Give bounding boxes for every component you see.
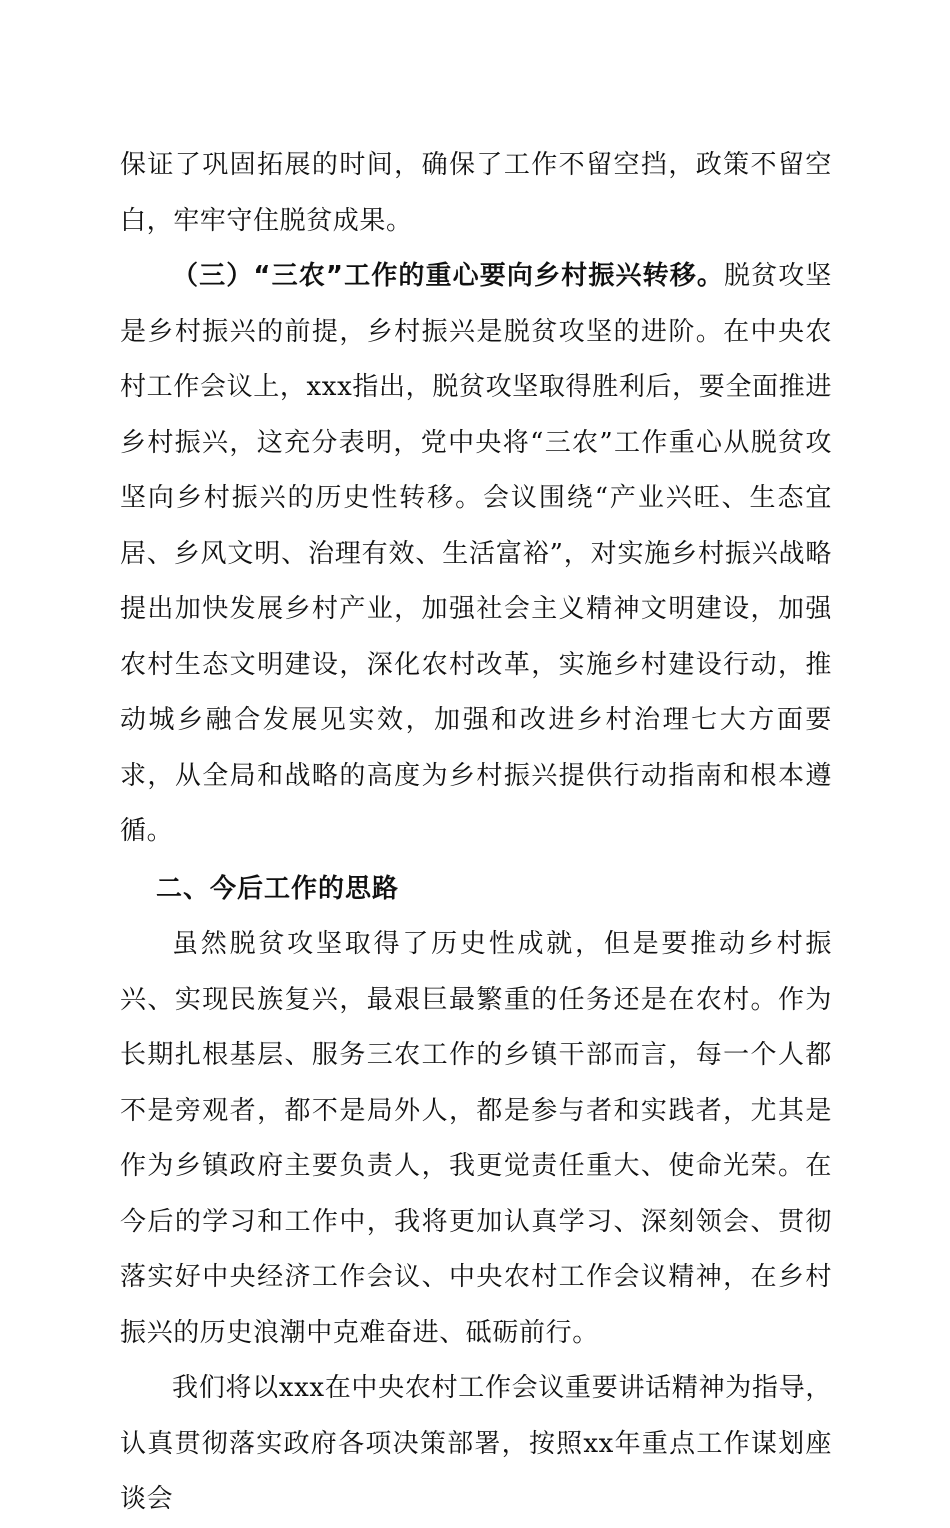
paragraph-future-work: 虽然脱贫攻坚取得了历史性成就，但是要推动乡村振兴、实现民族复兴，最艰巨最繁重的任务还是在农村。作为长期扎根基层、服务三农工作的乡镇干部而言，每一个人都不是旁观者，都不是局外人，都是参与者和实践者，尤其是作为乡镇政府主要负责人，我更觉责任重大、使命光荣。在今后的学习和工作中，我将更加认真学习、深刻领会、贯彻落实好中央经济工作会议、中央农村工作会议精神，在乡村振兴的历史浪潮中克难奋进、砥砺前行。	[120, 929, 832, 1348]
section-heading: 二、今后工作的思路	[156, 873, 400, 904]
subsection-heading: （三）“三农”工作的重心要向乡村振兴转移。	[172, 261, 724, 291]
paragraph-body: 脱贫攻坚是乡村振兴的前提，乡村振兴是脱贫攻坚的进阶。在中央农村工作会议上，xxx指出，脱贫攻坚取得胜利后，要全面推进乡村振兴，这充分表明，党中央将“三农”工作重心从脱贫攻坚向乡村振兴的历史性转移。会议围绕“产业兴旺、生态宜居、乡风文明、治理有效、生活富裕”，对实施乡村振兴战略提出加快发展乡村产业，加强社会主义精神文明建设，加强农村生态文明建设，深化农村改革，实施乡村建设行动，推动城乡融合发展见实效，加强和改进乡村治理七大方面要求，从全局和战略的高度为乡村振兴提供行动指南和根本遵循。	[120, 261, 833, 846]
paragraph-guidance: 我们将以xxx在中央农村工作会议重要讲话精神为指导，认真贯彻落实政府各项决策部署，按照xx年重点工作谋划座谈会	[120, 1373, 832, 1514]
document-page	[120, 138, 832, 1528]
paragraph-rural-revitalization	[120, 249, 832, 860]
paragraph-continuation: 保证了巩固拓展的时间，确保了工作不留空挡，政策不留空白，牢牢守住脱贫成果。	[120, 150, 832, 236]
